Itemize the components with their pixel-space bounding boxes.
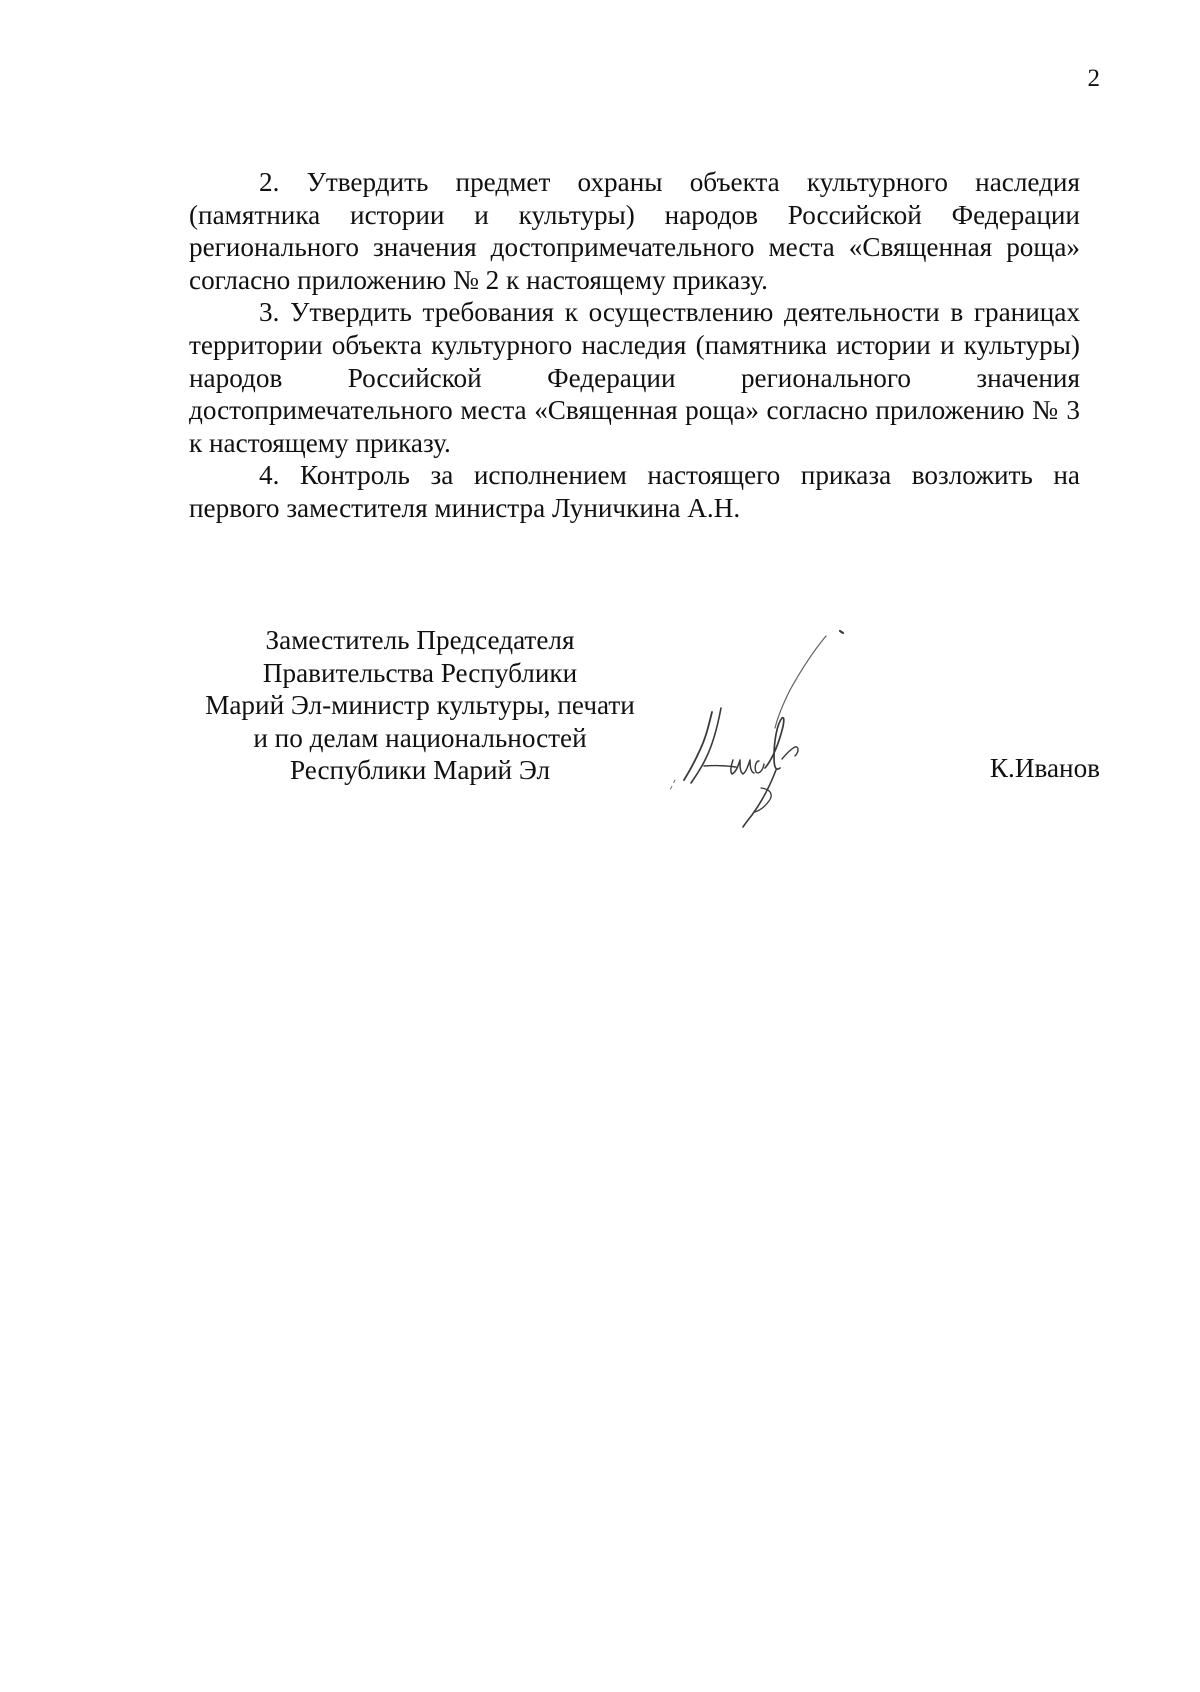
signatory-title-line: Республики Марий Эл [289, 755, 551, 785]
paragraph-item-4: 4. Контроль за исполнением настоящего приказа возложить на первого заместителя министра Луничкина А.Н. [189, 460, 1080, 523]
signatory-title-line: Марий Эл-министр культуры, печати [205, 690, 635, 720]
signatory-title-block [180, 624, 660, 787]
handwritten-signature [660, 620, 940, 860]
signatory-title-line: и по делам национальностей [253, 722, 587, 753]
paragraph-item-3: 3. Утвердить требования к осуществлению деятельности в границах территории объекта культурного наследия (памятника истории и культуры) народов Российской Федерации регионального значения достопримечательного места «Священная роща» согласно приложению № 3 к настоящему приказу. [189, 297, 1080, 458]
signer-name: К.Иванов [989, 753, 1100, 783]
page-number: 2 [1087, 65, 1100, 92]
order-body [189, 166, 1080, 525]
signatory-title-line: Правительства Республики [262, 657, 578, 688]
signatory-title-line: Заместитель Председателя [265, 625, 575, 655]
paragraph-item-2: 2. Утвердить предмет охраны объекта культурного наследия (памятника истории и культуры) народов Российской Федерации регионального значения достопримечательного места «Священная роща» согласно приложению № 2 к настоящему приказу. [189, 167, 1080, 295]
